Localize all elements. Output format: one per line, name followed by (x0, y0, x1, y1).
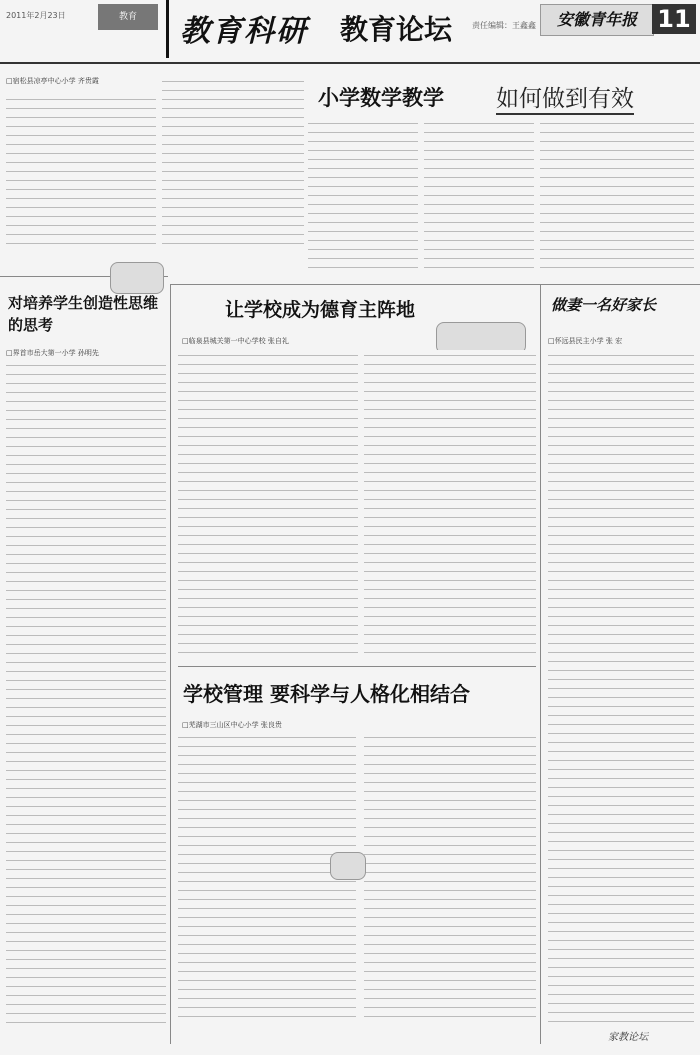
headline-creativity: 对培养学生创造性思维的思考 (8, 294, 159, 334)
moral-byline: □临泉县城关第一中心学校 张自礼 (182, 337, 289, 345)
headline-moral: 让学校成为德育主阵地 (225, 299, 416, 321)
clipart-illustration (110, 262, 164, 294)
creativity-byline: □界首市岳大第一小学 孙明先 (6, 349, 99, 357)
moral-article-col1 (178, 350, 358, 655)
parent-article-body (548, 350, 694, 1022)
management-article-col2 (364, 732, 536, 1022)
headline-math-tail: 如何做到有效 (496, 80, 634, 115)
management-byline: □芜湖市三山区中心小学 张良贵 (182, 721, 282, 729)
math-article-col1 (308, 118, 418, 268)
article-top-left (6, 76, 156, 246)
moral-article-col2 (364, 350, 536, 655)
clipart-illustration-3 (330, 852, 366, 880)
vertical-divider-left (170, 284, 171, 1044)
footer-column-title: 家教论坛 (608, 1032, 648, 1043)
masthead-divider (166, 0, 169, 58)
page-number: 11 (652, 4, 696, 34)
section-divider (170, 284, 700, 285)
parent-byline: □怀远县民主小学 张 宏 (548, 337, 623, 345)
management-article-col1 (178, 732, 356, 1022)
math-article-col3 (540, 118, 694, 268)
section-brand: 教育科研 (180, 14, 308, 49)
headline-math: 小学数学教学 (318, 86, 444, 110)
article-byline: □宿松县凉亭中心小学 齐贵霞 (6, 77, 99, 85)
section-tag: 教育 (98, 4, 158, 30)
editor-credit: 责任编辑：王鑫鑫 (472, 21, 536, 30)
creativity-article-body (6, 360, 166, 1025)
masthead (0, 0, 700, 64)
newspaper-name: 安徽青年报 (540, 4, 654, 36)
headline-management: 学校管理 要科学与人格化相结合 (183, 682, 470, 706)
section-title: 教育论坛 (340, 13, 453, 46)
bottom-section-divider (178, 666, 536, 667)
math-article-col2 (424, 118, 534, 268)
article-body (6, 94, 156, 244)
vertical-divider-right (540, 284, 541, 1044)
headline-parent: 做妻一名好家长 (551, 296, 657, 314)
article-column (162, 76, 304, 246)
issue-date: 2011年2月23日 (6, 11, 66, 20)
